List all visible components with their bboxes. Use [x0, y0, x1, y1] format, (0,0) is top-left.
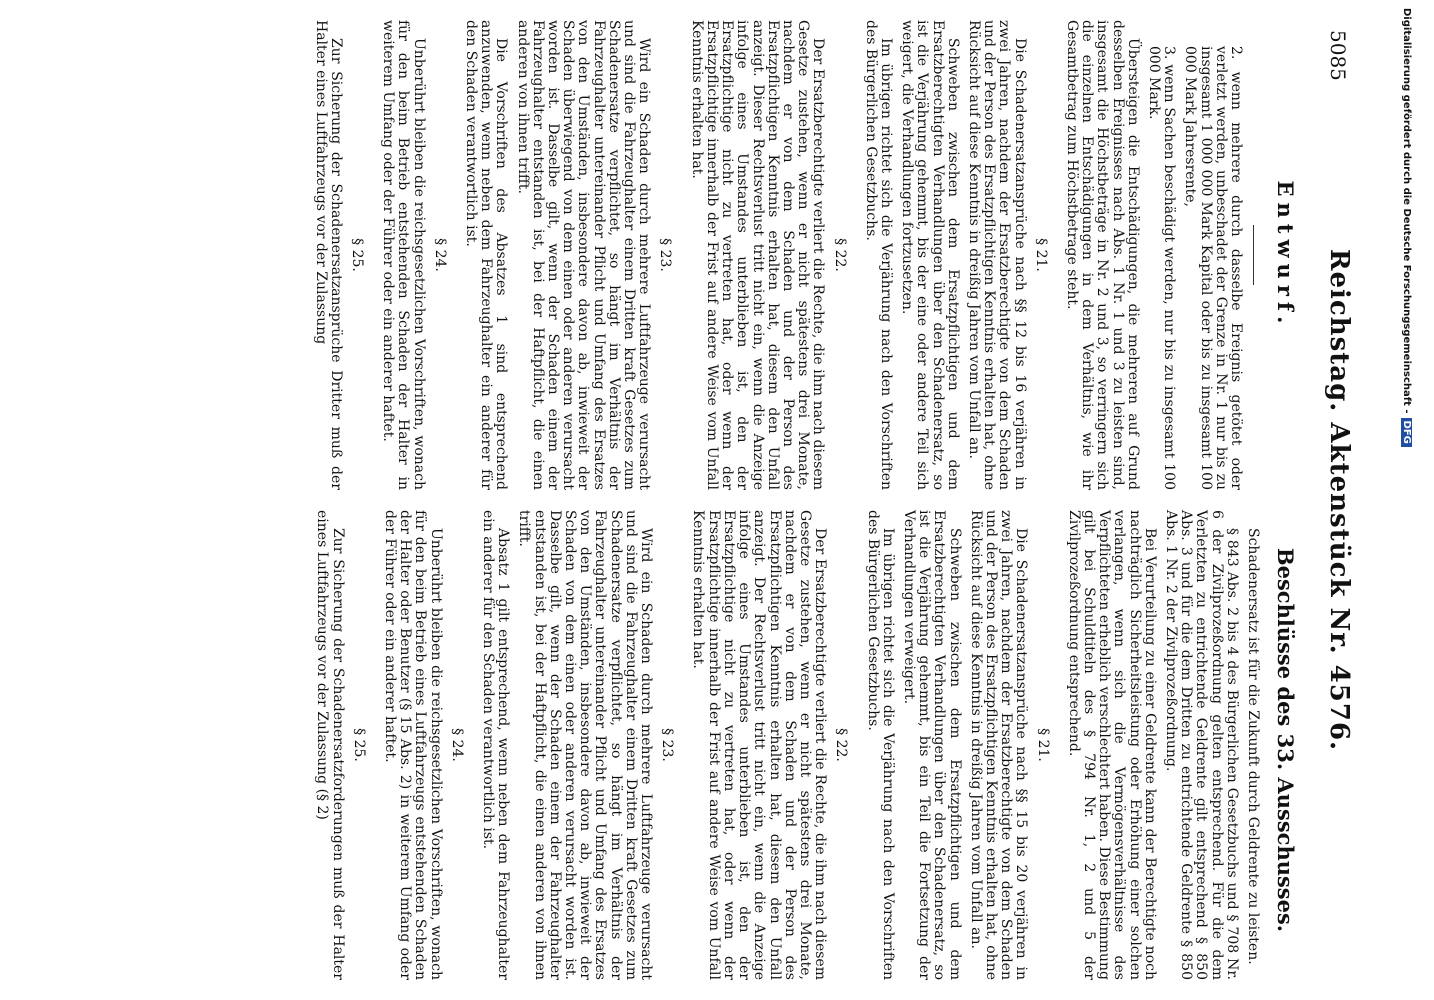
section-heading: § 25. — [350, 728, 367, 762]
section-heading: § 23. — [657, 238, 674, 272]
paragraph: § 843 Abs. 2 bis 4 des Bürgerlichen Gesetzbuchs und § 708 Nr. 6 der Zivilprozeßordnung gelten entsprechend. Für die dem Verletzten zu entrichtende Geldrente gilt entsprechend § 850 Abs. 3 und für die dem Dritten zu entrichtende Geldrente § 850 Abs. 1 Nr. 2 der Zivilprozeßordnung. — [1162, 510, 1240, 980]
paragraph: Wird ein Schaden durch mehrere Luftfahrzeuge verursacht und sind die Fahrzeughalter einem Dritten kraft Gesetzes zum Schadenersatze verpflichtet, so hängt im Verhältnis der Fahrzeughalter untereinander Pflicht und Umfang des Ersatzes von den Umständen, insbesondere davon ab, inwieweit der Schaden überwiegend von dem einen oder anderen verursacht worden ist. Dasselbe gilt, wenn der Schaden einem der Fahrzeughalter entstanden ist, bei der Haftpflicht, die einen anderen von ihnen trifft. — [514, 20, 653, 490]
paragraph: Die Vorschriften des Absatzes 1 sind entsprechend anzuwenden, wenn neben dem Fahrzeughalter ein anderer für den Schaden verantwortlich ist. — [463, 20, 510, 490]
paragraph: Die Schadenersatzansprüche nach §§ 12 bis 16 verjähren in zwei Jahren, nachdem der Ersatzberechtigte von dem Schaden und der Person des Ersatzpflichtigen Kenntnis erhalten hat, ohne Rücksicht auf diese Kenntnis in dreißig Jahren vom Unfall an. — [965, 20, 1028, 490]
draft-column — [306, 20, 1260, 490]
column-heading-committee: Beschlüsse des 33. Ausschusses. — [1273, 547, 1298, 933]
paragraph: Schweben zwischen dem Ersatzpflichtigen und dem Ersatzberechtigten Verhandlungen über den Schadenersatz, so ist die Verjährung gehemmt, bis ein Teil die Fortsetzung der Verhandlungen verweigert. — [900, 510, 963, 980]
paragraph: Die Schadenersatzansprüche nach §§ 15 bis 20 verjähren in zwei Jahren, nachdem der Ersatzberechtigte von dem Schaden und der Person des Ersatzpflichtigen Kenntnis erhalten hat, ohne Rücksicht auf diese Kenntnis in dreißig Jahren vom Unfall an. — [967, 510, 1030, 980]
paragraph: Im übrigen richtet sich die Verjährung nach den Vorschriften des Bürgerlichen Gesetzbuchs. — [862, 20, 894, 490]
paragraph: Der Ersatzberechtigte verliert die Rechte, die ihm nach diesem Gesetze zustehen, wenn er nicht spätestens drei Monate, nachdem er von dem Schaden und der Person des Ersatzpflichtigen Kenntnis erhalten hat, diesem den Unfall anzeigt. Dieser Rechtsverlust tritt nicht ein, wenn die Anzeige infolge eines Umstandes unterblieben ist, den der Ersatzpflichtige nicht zu vertreten hat, oder wenn der Ersatzpflichtige innerhalb der Frist auf andere Weise vom Unfall Kenntnis erhalten hat. — [688, 20, 827, 490]
section-heading: § 22. — [833, 728, 850, 762]
section-heading: § 24. — [448, 728, 465, 762]
dfg-logo: DFG — [1401, 418, 1412, 447]
paragraph: Der Ersatzberechtigte verliert die Rechte, die ihm nach diesem Gesetze zustehen, wenn er nicht spätestens drei Monate, nachdem er von dem Schaden und der Person des Ersatzpflichtigen Kenntnis erhalten hat, diesem den Unfall anzeigt. Der Rechtsverlust tritt nicht ein, wenn die Anzeige infolge eines Umstandes unterblieben ist, den der Ersatzpflichtige nicht zu vertreten hat, oder wenn der Ersatzpflichtige innerhalb der Frist auf andere Weise vom Unfall Kenntnis erhalten hat. — [690, 510, 829, 980]
section-heading: § 24. — [431, 238, 448, 272]
paragraph: Übersteigen die Entschädigungen, die mehreren auf Grund desselben Ereignisses nach Abs. 1 Nr. 1 und 3 zu leisten sind, insgesamt die Höchstbeträge in Nr. 2 und 3, so verringern sich die einzelnen Entschädigungen in dem Verhältnis, wie ihr Gesamtbetrag zum Höchstbetrage steht. — [1063, 20, 1141, 490]
paragraph: Schadenersatz ist für die Zukunft durch Geldrente zu leisten. — [1245, 528, 1261, 965]
paragraph: Absatz 1 gilt entsprechend, wenn neben dem Fahrzeughalter ein anderer für den Schaden verantwortlich ist. — [480, 510, 512, 980]
divider — [1253, 225, 1254, 285]
column-heading-draft: Entwurf. — [1273, 180, 1298, 330]
section-heading: § 23. — [659, 728, 676, 762]
paragraph: Zur Sicherung der Schadenersatzansprüche Dritter muß der Halter eines Luftfahrzeugs vor der Zulassung — [312, 20, 344, 490]
paragraph: Bei Verurteilung zu einer Geldrente kann der Berechtigte noch nachträglich Sicherheitsleistung oder Erhöhung einer solchen verlangen, wenn sich die Vermögensverhältnisse des Verpflichteten erheblich verschlechtert haben. Diese Bestimmung gilt bei Schuldtiteln des § 794 Nr. 1, 2 und 5 der Zivilprozeßordnung entsprechend. — [1065, 510, 1158, 980]
paragraph: Schweben zwischen dem Ersatzpflichtigen und dem Ersatzberechtigten Verhandlungen über den Schadenersatz, so ist die Verjährung gehemmt, bis der eine oder andere Teil sich weigert, die Verhandlungen fortzusetzen. — [899, 20, 961, 490]
digitization-credit — [1394, 8, 1412, 992]
section-heading: § 22. — [831, 238, 848, 272]
paragraph: Wird ein Schaden durch mehrere Luftfahrzeuge verursacht und sind die Fahrzeughalter einem Dritten kraft Gesetzes zum Schadenersatze verpflichtet, so hängt im Verhältnis der Fahrzeughalter untereinander Pflicht und Umfang des Ersatzes von den Umständen, insbesondere davon ab, inwieweit der Schaden von dem einen oder anderen verursacht worden ist. Dasselbe gilt, wenn der Schaden einem der Fahrzeughalter entstanden ist, bei der Haftpflicht, die einen anderen von ihnen trifft. — [516, 510, 655, 980]
paragraph: Im übrigen richtet sich die Verjährung nach den Vorschriften des Bürgerlichen Gesetzbuchs. — [864, 510, 896, 980]
section-heading: § 21. — [1032, 238, 1049, 272]
page-number: 5085 — [1326, 30, 1350, 81]
paragraph: Unberührt bleiben die reichsgesetzlichen Vorschriften, wonach für den beim Betrieb eines Luftfahrzeugs entstehenden Schaden der Halter oder Benutzer (§ 15 Abs. 2) in weiterem Umfang oder der Führer oder ein anderer haftet. — [382, 510, 444, 980]
list-item: 2. wenn mehrere durch dasselbe Ereignis getötet oder verletzt werden, unbeschadet der Grenze in Nr. 1 nur bis zu insgesamt 1 000 000 Mark Kapital oder bis zu insgesamt 100 000 Mark Jahresrente, — [1182, 46, 1244, 490]
paragraph: Zur Sicherung der Schadenersatzforderungen muß der Halter eines Luftfahrzeugs vor der Zulassung (§ 2) — [314, 510, 346, 980]
page-header — [1312, 0, 1372, 1000]
section-heading: § 21. — [1034, 728, 1051, 762]
section-heading: § 25. — [349, 238, 366, 272]
page-title: Reichstag. Aktenstück Nr. 4576. — [1324, 248, 1354, 752]
credit-text: Digitalisierung gefördert durch die Deutsche Forschungsgemeinschaft - — [1401, 8, 1412, 414]
list-item: 3. wenn Sachen beschädigt werden, nur bis zu insgesamt 100 000 Mark. — [1145, 46, 1178, 490]
paragraph: Unberührt bleiben die reichsgesetzlichen Vorschriften, wonach für den beim Betrieb entstehenden Schaden der Halter in weiterem Umfang oder der Führer oder ein anderer haftet. — [380, 20, 427, 490]
committee-column — [308, 510, 1260, 980]
